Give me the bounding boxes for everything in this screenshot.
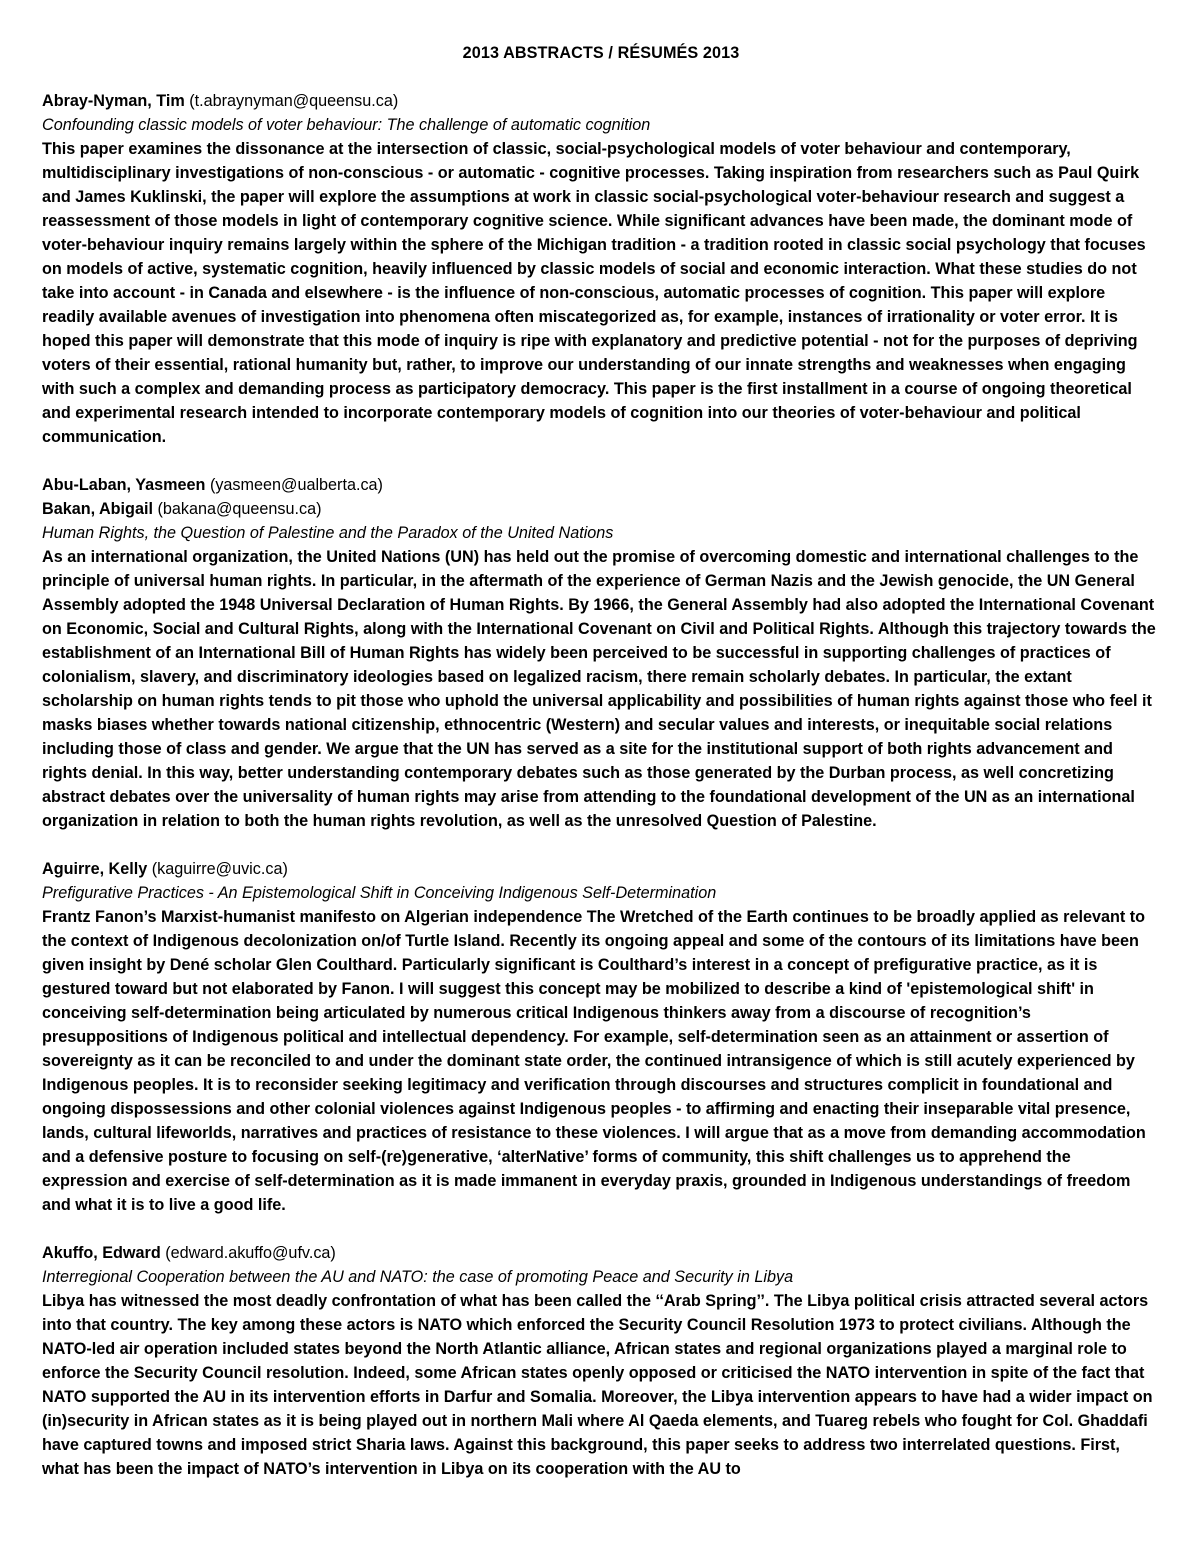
author-email: (edward.akuffo@ufv.ca): [165, 1244, 336, 1262]
author-line: [42, 857, 1160, 881]
document-title: 2013 ABSTRACTS / RÉSUMÉS 2013: [462, 44, 740, 62]
abstract-entry: [42, 89, 1160, 449]
abstract-text: Libya has witnessed the most deadly confrontation of what has been called the ‘‘Arab Spring’’. The Libya political crisis attracted several actors into that country. The key among these actors is NATO which enforced the Security Council Resolution 1973 to protect civilians. Although the NATO-led air operation included states beyond the North Atlantic alliance, African states and regional organizations played a marginal role to enforce the Security Council resolution. Indeed, some African states openly opposed or criticised the NATO intervention in spite of the fact that NATO supported the AU in its intervention efforts in Darfur and Somalia. Moreover, the Libya intervention appears to have had a wider impact on (in)security in African states as it is being played out in northern Mali where Al Qaeda elements, and Tuareg rebels who fought for Col. Ghaddafi have captured towns and imposed strict Sharia laws. Against this background, this paper seeks to address two interrelated questions. First, what has been the impact of NATO’s intervention in Libya on its cooperation with the AU to: [42, 1292, 1153, 1478]
author-email: (kaguirre@uvic.ca): [151, 860, 288, 878]
author-email: (bakana@queensu.ca): [157, 500, 322, 518]
abstract-entry: [42, 857, 1160, 1217]
paper-title: Confounding classic models of voter behaviour: The challenge of automatic cognition: [42, 116, 651, 134]
abstract-entry: [42, 473, 1160, 833]
author-name: Akuffo, Edward: [42, 1244, 161, 1262]
author-email: (yasmeen@ualberta.ca): [209, 476, 383, 494]
author-name: Abray-Nyman, Tim: [42, 92, 185, 110]
abstract-text: This paper examines the dissonance at the intersection of classic, social-psychological models of voter behaviour and contemporary, multidisciplinary investigations of non-conscious - or automatic - cognitive processes. Taking inspiration from researchers such as Paul Quirk and James Kuklinski, the paper will explore the assumptions at work in classic social-psychological voter-behaviour research and suggest a reassessment of those models in light of contemporary cognitive science. While significant advances have been made, the dominant mode of voter-behaviour inquiry remains largely within the sphere of the Michigan tradition - a tradition rooted in classic social psychology that focuses on models of active, systematic cognition, heavily influenced by classic models of social and economic interaction. What these studies do not take into account - in Canada and elsewhere - is the influence of non-conscious, automatic processes of cognition. This paper will explore readily available avenues of investigation into phenomena often miscategorized as, for example, instances of irrationality or voter error. It is hoped this paper will demonstrate that this mode of inquiry is ripe with explanatory and predictive potential - not for the purposes of depriving voters of their essential, rational humanity but, rather, to improve our understanding of our innate strengths and weaknesses when engaging with such a complex and demanding process as participatory democracy. This paper is the first installment in a course of ongoing theoretical and experimental research intended to incorporate contemporary models of cognition into our theories of voter-behaviour and political communication.: [42, 140, 1146, 446]
author-line: [42, 497, 1160, 521]
author-line: [42, 473, 1160, 497]
paper-title: Interregional Cooperation between the AU and NATO: the case of promoting Peace and Security in Libya: [42, 1268, 794, 1286]
author-line: [42, 1241, 1160, 1265]
abstract-text: As an international organization, the United Nations (UN) has held out the promise of overcoming domestic and international challenges to the principle of universal human rights. In particular, in the aftermath of the experience of German Nazis and the Jewish genocide, the UN General Assembly adopted the 1948 Universal Declaration of Human Rights. By 1966, the General Assembly had also adopted the International Covenant on Economic, Social and Cultural Rights, along with the International Covenant on Civil and Political Rights. Although this trajectory towards the establishment of an International Bill of Human Rights has widely been perceived to be successful in supporting challenges of practices of colonialism, slavery, and discriminatory ideologies based on legalized racism, there remain scholarly debates. In particular, the extant scholarship on human rights tends to pit those who uphold the universal applicability and possibilities of human rights against those who feel it masks biases whether towards national citizenship, ethnocentric (Western) and secular values and interests, or inequitable social relations including those of class and gender. We argue that the UN has served as a site for the institutional support of both rights advancement and rights denial. In this way, better understanding contemporary debates such as those generated by the Durban process, as well concretizing abstract debates over the universality of human rights may arise from attending to the foundational development of the UN as an international organization in relation to both the human rights revolution, as well as the unresolved Question of Palestine.: [42, 548, 1156, 830]
paper-title: Prefigurative Practices - An Epistemological Shift in Conceiving Indigenous Self-Determination: [42, 884, 717, 902]
paper-title: Human Rights, the Question of Palestine and the Paradox of the United Nations: [42, 524, 614, 542]
author-email: (t.abraynyman@queensu.ca): [189, 92, 399, 110]
author-name: Bakan, Abigail: [42, 500, 153, 518]
author-name: Abu-Laban, Yasmeen: [42, 476, 206, 494]
author-line: [42, 89, 1160, 113]
abstract-entry: [42, 1241, 1160, 1481]
author-name: Aguirre, Kelly: [42, 860, 148, 878]
abstract-text: Frantz Fanon’s Marxist-humanist manifesto on Algerian independence The Wretched of the Earth continues to be broadly applied as relevant to the context of Indigenous decolonization on/of Turtle Island. Recently its ongoing appeal and some of the contours of its limitations have been given insight by Dené scholar Glen Coulthard. Particularly significant is Coulthard’s interest in a concept of prefigurative practice, as it is gestured toward but not elaborated by Fanon. I will suggest this concept may be mobilized to describe a kind of 'epistemological shift' in conceiving self-determination being articulated by numerous critical Indigenous thinkers away from a discourse of recognition’s presuppositions of Indigenous political and intellectual dependency. For example, self-determination seen as an attainment or assertion of sovereignty as it can be reconciled to and under the dominant state order, the continued intransigence of which is still acutely experienced by Indigenous peoples. It is to reconsider seeking legitimacy and verification through discourses and structures complicit in foundational and ongoing dispossessions and other colonial violences against Indigenous peoples - to affirming and enacting their inseparable vital presence, lands, cultural lifeworlds, narratives and practices of resistance to these violences. I will argue that as a move from demanding accommodation and a defensive posture to focusing on self-(re)generative, ‘alterNative’ forms of community, this shift challenges us to apprehend the expression and exercise of self-determination as it is made immanent in everyday praxis, grounded in Indigenous understandings of freedom and what it is to live a good life.: [42, 908, 1146, 1214]
